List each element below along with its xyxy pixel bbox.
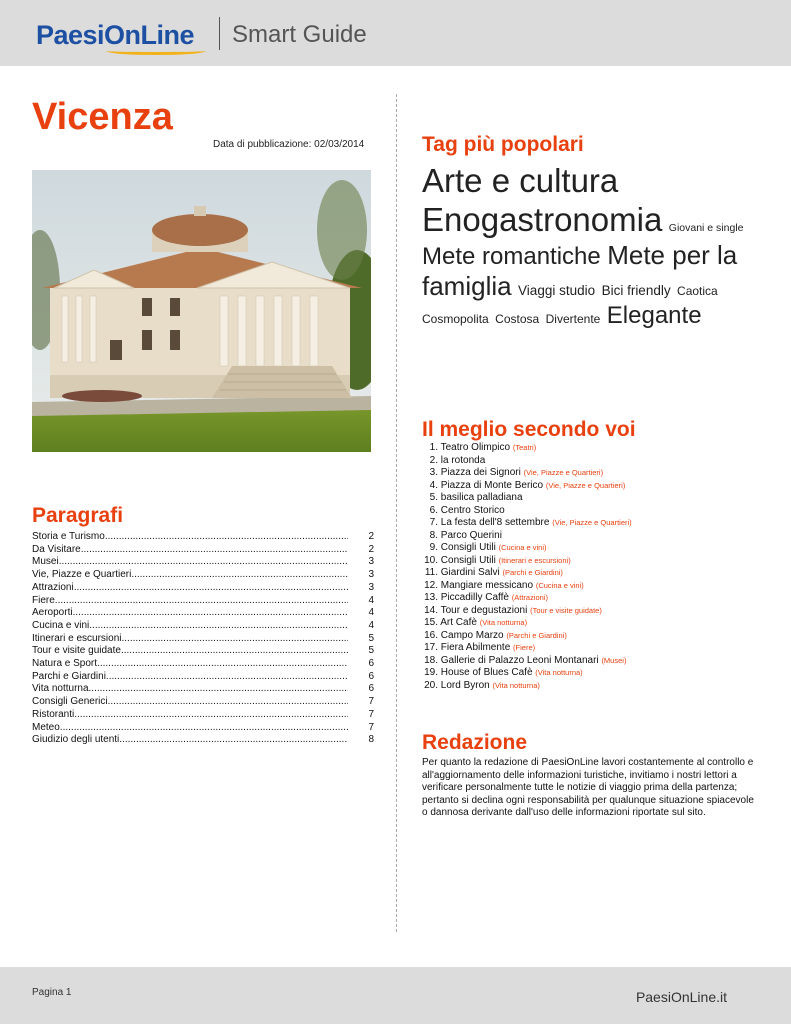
paragrafi-heading: Paragrafi xyxy=(32,504,124,527)
toc-page: 6 xyxy=(368,670,374,682)
item-number: 16. xyxy=(424,629,438,641)
toc-page: 5 xyxy=(368,632,374,644)
toc-page: 7 xyxy=(368,721,374,733)
list-item[interactable] xyxy=(420,667,632,680)
toc-dots xyxy=(55,595,348,608)
list-item[interactable] xyxy=(420,455,632,468)
toc-row[interactable] xyxy=(32,607,374,620)
item-number: 15. xyxy=(424,617,438,628)
list-item[interactable] xyxy=(420,680,632,693)
item-name[interactable]: Fiera Abilmente xyxy=(440,642,511,653)
item-category[interactable]: (Musei) xyxy=(601,655,627,665)
tag-link[interactable]: Mete romantiche xyxy=(422,242,601,270)
list-item[interactable] xyxy=(420,442,632,455)
tag-link[interactable]: Elegante xyxy=(606,301,702,329)
item-number: 6. xyxy=(429,504,438,516)
item-name[interactable]: basilica palladiana xyxy=(440,492,523,503)
item-name[interactable]: Piazza dei Signori xyxy=(440,467,521,478)
toc-label: Attrazioni xyxy=(32,581,74,593)
item-number: 14. xyxy=(424,604,438,616)
item-category[interactable]: (Cucina e vini) xyxy=(498,543,547,552)
toc-label: Cucina e vini xyxy=(32,619,90,631)
item-number: 12. xyxy=(424,579,438,591)
list-item[interactable] xyxy=(420,517,632,530)
toc-row[interactable] xyxy=(32,569,374,582)
item-category[interactable]: (Vie, Piazze e Quartieri) xyxy=(552,518,632,527)
toc-page: 8 xyxy=(368,734,374,746)
toc-row[interactable] xyxy=(32,595,374,608)
toc-row[interactable] xyxy=(32,633,374,646)
tag-link[interactable]: Viaggi studio xyxy=(518,283,596,299)
item-number: 19. xyxy=(424,667,438,678)
toc-row[interactable] xyxy=(32,531,374,544)
item-number: 10. xyxy=(424,554,438,566)
toc-row[interactable] xyxy=(32,658,374,671)
toc-dots xyxy=(97,658,348,671)
redazione-text: Per quanto la redazione di PaesiOnLine lavori costantemente al controllo e all'aggiornamento delle informazioni turistiche, invitiamo i nostri lettori a verificare personalmente tutte le notizie di viaggio prima della partenza; pertanto si declina ogni responsabilità per qualunque situazione spiacevole o dannosa derivante dall'uso delle informazioni riportate sul sito. xyxy=(422,757,754,819)
item-number: 2. xyxy=(429,454,438,466)
toc-page: 6 xyxy=(368,683,374,695)
toc-dots xyxy=(59,556,348,569)
column-divider xyxy=(396,94,397,932)
tag-cloud xyxy=(422,162,757,330)
list-item[interactable] xyxy=(420,617,632,630)
item-name[interactable]: Piazza di Monte Berico xyxy=(440,479,544,491)
item-category[interactable]: (Attrazioni) xyxy=(511,593,549,602)
toc-dots xyxy=(60,722,348,735)
toc-label: Giudizio degli utenti xyxy=(32,734,120,746)
item-category[interactable]: (Vie, Piazze e Quartieri) xyxy=(523,468,604,477)
item-number: 1. xyxy=(429,442,438,453)
toc-label: Aeroporti xyxy=(32,607,73,619)
item-category[interactable]: (Itinerari e escursioni) xyxy=(498,555,571,565)
tag-link[interactable]: Cosmopolita xyxy=(422,311,489,326)
list-item[interactable] xyxy=(420,530,632,543)
toc-row[interactable] xyxy=(32,734,374,747)
toc-label: Meteo xyxy=(32,721,60,733)
toc-dots xyxy=(105,531,348,544)
list-item[interactable] xyxy=(420,505,632,518)
item-category[interactable]: (Parchi e Giardini) xyxy=(506,630,567,640)
list-item[interactable] xyxy=(420,480,632,493)
toc-page: 4 xyxy=(368,607,374,619)
list-item[interactable] xyxy=(420,567,632,580)
toc-row[interactable] xyxy=(32,582,374,595)
item-name[interactable]: Lord Byron xyxy=(440,679,490,691)
item-name[interactable]: Giardini Salvi xyxy=(440,567,500,578)
toc-page: 3 xyxy=(368,581,374,593)
toc-page: 7 xyxy=(368,696,374,708)
page-header xyxy=(0,0,791,66)
toc-label: Tour e visite guidate xyxy=(32,645,121,657)
toc-dots xyxy=(121,633,348,646)
best-heading: Il meglio secondo voi xyxy=(422,418,636,441)
list-item[interactable] xyxy=(420,555,632,568)
list-item[interactable] xyxy=(420,467,632,480)
list-item[interactable] xyxy=(420,492,632,505)
item-category[interactable]: (Cucina e vini) xyxy=(535,580,584,590)
page-footer xyxy=(0,967,791,1024)
list-item[interactable] xyxy=(420,542,632,555)
toc-page: 3 xyxy=(368,556,374,568)
item-category[interactable]: (Teatri) xyxy=(512,443,537,452)
item-name[interactable]: Parco Querini xyxy=(440,529,502,541)
tag-link[interactable]: Divertente xyxy=(545,311,601,326)
item-name[interactable]: Piccadilly Caffè xyxy=(440,592,509,603)
header-subtitle: Smart Guide xyxy=(232,21,367,48)
item-number: 7. xyxy=(429,517,438,528)
list-item[interactable] xyxy=(420,642,632,655)
list-item[interactable] xyxy=(420,605,632,618)
publication-date: Data di pubblicazione: 02/03/2014 xyxy=(213,139,365,150)
header-divider xyxy=(219,17,220,50)
toc-page: 4 xyxy=(368,594,374,606)
toc-label: Itinerari e escursioni xyxy=(32,632,122,644)
item-name[interactable]: Campo Marzo xyxy=(440,629,504,641)
toc-row[interactable] xyxy=(32,544,374,557)
toc-label: Consigli Generici xyxy=(32,696,108,708)
table-of-contents xyxy=(32,531,374,747)
item-name[interactable]: Mangiare messicano xyxy=(440,579,534,591)
toc-dots xyxy=(106,671,348,684)
tags-heading: Tag più popolari xyxy=(422,133,584,156)
item-number: 18. xyxy=(424,654,438,666)
item-name[interactable]: Consigli Utili xyxy=(440,542,496,553)
item-category[interactable]: (Fiere) xyxy=(513,643,536,652)
toc-dots xyxy=(89,620,348,633)
site-link[interactable]: PaesiOnLine.it xyxy=(635,989,727,1005)
toc-label: Musei xyxy=(32,556,59,568)
toc-label: Parchi e Giardini xyxy=(32,670,106,682)
item-number: 9. xyxy=(429,542,438,553)
item-name[interactable]: Consigli Utili xyxy=(440,554,496,566)
toc-row[interactable] xyxy=(32,645,374,658)
toc-dots xyxy=(74,582,348,595)
toc-dots xyxy=(74,709,348,722)
item-name[interactable]: la rotonda xyxy=(440,454,486,466)
item-category[interactable]: (Vita notturna) xyxy=(535,668,583,677)
item-number: 20. xyxy=(424,679,438,691)
list-item[interactable] xyxy=(420,592,632,605)
item-number: 11. xyxy=(424,567,438,578)
item-name[interactable]: House of Blues Cafè xyxy=(440,667,533,678)
tag-link[interactable]: Bici friendly xyxy=(601,283,671,299)
item-name[interactable]: Teatro Olimpico xyxy=(440,442,511,453)
item-name[interactable]: Centro Storico xyxy=(440,504,505,516)
item-name[interactable]: Art Cafè xyxy=(440,617,477,628)
item-number: 17. xyxy=(424,642,438,653)
villa-rotonda-photo xyxy=(32,170,371,452)
logo-swoosh-icon xyxy=(106,47,206,55)
toc-page: 2 xyxy=(368,543,374,555)
item-category[interactable]: (Tour e visite guidate) xyxy=(530,605,602,615)
toc-dots xyxy=(73,607,348,620)
item-category[interactable]: (Vie, Piazze e Quartieri) xyxy=(545,480,626,490)
toc-dots xyxy=(108,696,348,709)
toc-label: Storia e Turismo xyxy=(32,531,105,542)
toc-dots xyxy=(119,734,348,747)
toc-label: Da Visitare xyxy=(32,543,81,555)
toc-label: Vie, Piazze e Quartieri xyxy=(32,569,132,581)
toc-label: Fiere xyxy=(32,594,55,606)
toc-dots xyxy=(131,569,348,582)
list-item[interactable] xyxy=(420,580,632,593)
page-number: Pagina 1 xyxy=(32,987,72,998)
tag-link[interactable]: Mete per la famiglia xyxy=(422,239,738,302)
toc-row[interactable] xyxy=(32,620,374,633)
toc-row[interactable] xyxy=(32,683,374,696)
item-category[interactable]: (Parchi e Giardini) xyxy=(502,568,563,577)
item-name[interactable]: La festa dell'8 settembre xyxy=(440,517,550,528)
item-category[interactable]: (Vita notturna) xyxy=(492,680,540,690)
logo-text: PaesiOnLine xyxy=(36,20,195,50)
toc-dots xyxy=(89,683,348,696)
toc-row[interactable] xyxy=(32,556,374,569)
item-name[interactable]: Tour e degustazioni xyxy=(440,604,528,616)
toc-label: Natura e Sport xyxy=(32,658,98,670)
item-number: 13. xyxy=(424,592,438,603)
toc-page: 4 xyxy=(368,619,374,631)
list-item[interactable] xyxy=(420,655,632,668)
toc-page: 3 xyxy=(368,569,374,581)
tag-link[interactable]: Caotica xyxy=(677,284,718,299)
toc-dots xyxy=(121,645,348,658)
redazione-heading: Redazione xyxy=(422,731,528,754)
tag-link[interactable]: Enogastronomia xyxy=(422,200,663,238)
item-name[interactable]: Gallerie di Palazzo Leoni Montanari xyxy=(440,654,599,666)
tag-link[interactable]: Giovani e single xyxy=(668,221,744,234)
page-title: Vicenza xyxy=(32,96,173,138)
toc-row[interactable] xyxy=(32,696,374,709)
toc-page: 7 xyxy=(368,708,374,720)
toc-page: 2 xyxy=(368,531,374,542)
toc-dots xyxy=(81,544,348,557)
toc-page: 5 xyxy=(368,645,374,657)
list-item[interactable] xyxy=(420,630,632,643)
toc-label: Vita notturna xyxy=(32,683,89,695)
item-number: 4. xyxy=(429,479,438,491)
item-number: 5. xyxy=(429,492,438,503)
item-number: 8. xyxy=(429,529,438,541)
tag-link[interactable]: Arte e cultura xyxy=(422,162,619,199)
toc-row[interactable] xyxy=(32,722,374,735)
toc-page: 6 xyxy=(368,658,374,670)
tag-link[interactable]: Costosa xyxy=(495,311,540,326)
item-category[interactable]: (Vita notturna) xyxy=(479,618,528,627)
best-list xyxy=(420,442,632,692)
toc-label: Ristoranti xyxy=(32,708,75,720)
toc-row[interactable] xyxy=(32,709,374,722)
item-number: 3. xyxy=(429,467,438,478)
toc-row[interactable] xyxy=(32,671,374,684)
paesionline-logo[interactable] xyxy=(36,17,206,57)
